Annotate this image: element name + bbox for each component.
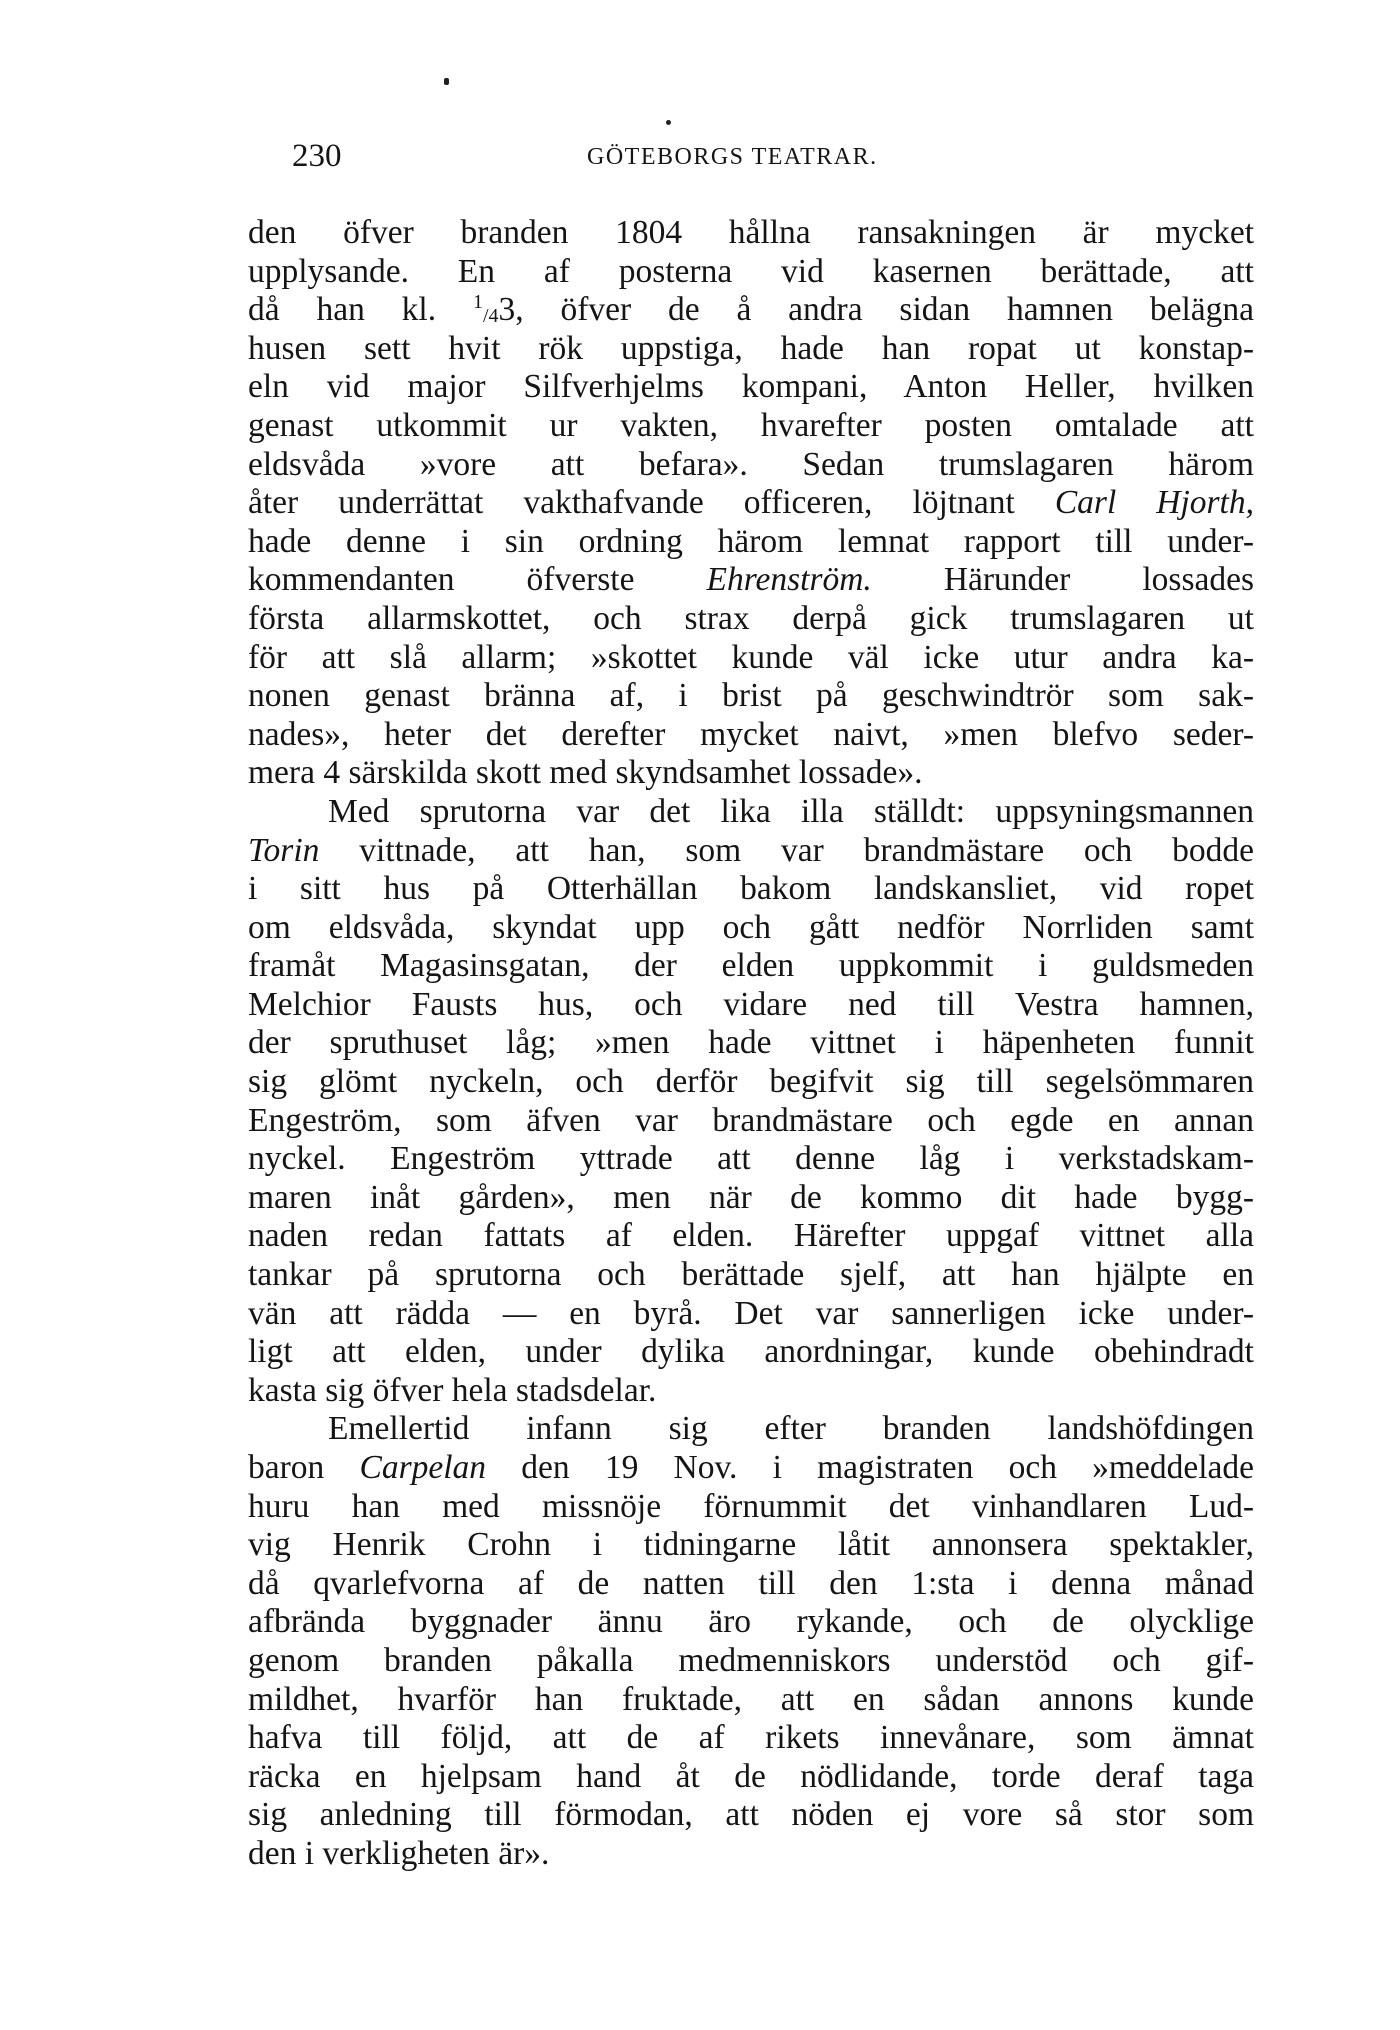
text-line: för att slå allarm; »skottet kunde väl icke utur andra ka-	[248, 638, 1254, 676]
text-line: eln vid major Silfverhjelms kompani, Anton Heller, hvilken	[248, 368, 1254, 406]
text-line: tankar på sprutorna och berättade sjelf, att han hjälpte en	[248, 1256, 1254, 1294]
text-line: vig Henrik Crohn i tidningarne låtit annonsera spektakler,	[248, 1526, 1254, 1564]
text-line: eldsvåda »vore att befara». Sedan trumslagaren härom	[248, 445, 1254, 483]
text-segment: Härunder lossades	[943, 561, 1255, 599]
text-line: kasta sig öfver hela stadsdelar.	[248, 1371, 657, 1409]
text-line: maren inåt gården», men när de kommo dit hade bygg-	[248, 1178, 1254, 1216]
text-segment: åter underrättat vakthafvande officeren, löjtnant	[248, 484, 1015, 522]
text-line	[248, 1449, 1254, 1488]
text-line: nyckel. Engeström yttrade att denne låg i verkstadskam-	[248, 1140, 1254, 1178]
body-text	[248, 214, 1254, 1874]
text-segment: kommendanten öfverste	[248, 561, 635, 599]
text-segment: baron	[248, 1449, 325, 1486]
text-line	[248, 832, 1254, 871]
text-segment: vittnade, att han, som var brandmästare och bodde	[359, 831, 1255, 869]
text-line: mildhet, hvarför han fruktade, att en sådan annons kunde	[248, 1680, 1254, 1718]
text-line: räcka en hjelpsam hand åt de nödlidande, torde deraf taga	[248, 1757, 1254, 1795]
text-line: ligt att elden, under dylika anordningar, kunde obehindradt	[248, 1333, 1254, 1371]
text-line: sig glömt nyckeln, och derför begifvit sig till segelsömmaren	[248, 1063, 1254, 1101]
italic-name: Ehrenström.	[706, 561, 872, 599]
text-segment: den 19 Nov. i magistraten och »meddelade	[521, 1449, 1255, 1486]
text-line: hafva till följd, att de af rikets innevånare, som ämnat	[248, 1719, 1254, 1757]
fraction-numerator: 1	[472, 291, 483, 314]
text-segment: då han kl.	[248, 291, 437, 329]
text-line: Med sprutorna var det lika illa ställdt: uppsyningsmannen	[328, 792, 1254, 830]
text-line: husen sett hvit rök uppstiga, hade han ropat ut konstap-	[248, 329, 1254, 367]
text-line	[248, 291, 1254, 330]
text-line: upplysande. En af posterna vid kasernen berättade, att	[248, 252, 1254, 290]
text-line: i sitt hus på Otterhällan bakom landskansliet, vid ropet	[248, 870, 1254, 908]
text-line: sig anledning till förmodan, att nöden ej vore så stor som	[248, 1796, 1254, 1834]
text-line: der spruthuset låg; »men hade vittnet i häpenheten funnit	[248, 1024, 1254, 1062]
text-line: då qvarlefvorna af de natten till den 1:sta i denna månad	[248, 1564, 1254, 1602]
text-line	[248, 561, 1254, 600]
text-line: nades», heter det derefter mycket naivt, »men blefvo seder-	[248, 715, 1254, 753]
stray-ink-mark	[444, 78, 449, 85]
text-line: framåt Magasinsgatan, der elden uppkommit i guldsmeden	[248, 947, 1254, 985]
text-line: vän att rädda — en byrå. Det var sannerligen icke under-	[248, 1294, 1254, 1332]
italic-name: Torin	[248, 831, 320, 869]
text-line: naden redan fattats af elden. Härefter uppgaf vittnet alla	[248, 1217, 1254, 1255]
running-title: GÖTEBORGS TEATRAR.	[587, 144, 878, 170]
header-ink-dot	[666, 120, 671, 125]
text-line: den öfver branden 1804 hållna ransakningen är mycket	[248, 214, 1254, 251]
page-header	[292, 136, 1254, 176]
text-line: hade denne i sin ordning härom lemnat rapport till under-	[248, 522, 1254, 560]
text-line: afbrända byggnader ännu äro rykande, och de olycklige	[248, 1603, 1254, 1641]
text-line: huru han med missnöje förnummit det vinhandlaren Lud-	[248, 1487, 1254, 1525]
text-line: Emellertid infann sig efter branden landshöfdingen	[328, 1410, 1254, 1448]
text-line: Engeström, som äfven var brandmästare och egde en annan	[248, 1101, 1254, 1139]
text-line: om eldsvåda, skyndat upp och gått nedför Norrliden samt	[248, 908, 1254, 946]
text-line: Melchior Fausts hus, och vidare ned till Vestra hamnen,	[248, 985, 1254, 1023]
text-line: den i verkligheten är».	[248, 1834, 550, 1872]
text-line	[248, 484, 1254, 523]
page-number: 230	[292, 138, 342, 174]
italic-name: Carl Hjorth,	[1054, 484, 1254, 522]
fraction-denominator: /4	[482, 305, 499, 328]
text-line: nonen genast bränna af, i brist på geschwindtrör som sak-	[248, 677, 1254, 715]
text-segment: 3, öfver de å andra sidan hamnen belägna	[498, 291, 1255, 329]
text-line: genast utkommit ur vakten, hvarefter posten omtalade att	[248, 406, 1254, 444]
text-line: mera 4 särskilda skott med skyndsamhet lossade».	[248, 754, 923, 792]
text-line: första allarmskottet, och strax derpå gick trumslagaren ut	[248, 599, 1254, 637]
text-line: genom branden påkalla medmenniskors understöd och gif-	[248, 1641, 1254, 1679]
italic-name: Carpelan	[359, 1449, 487, 1486]
